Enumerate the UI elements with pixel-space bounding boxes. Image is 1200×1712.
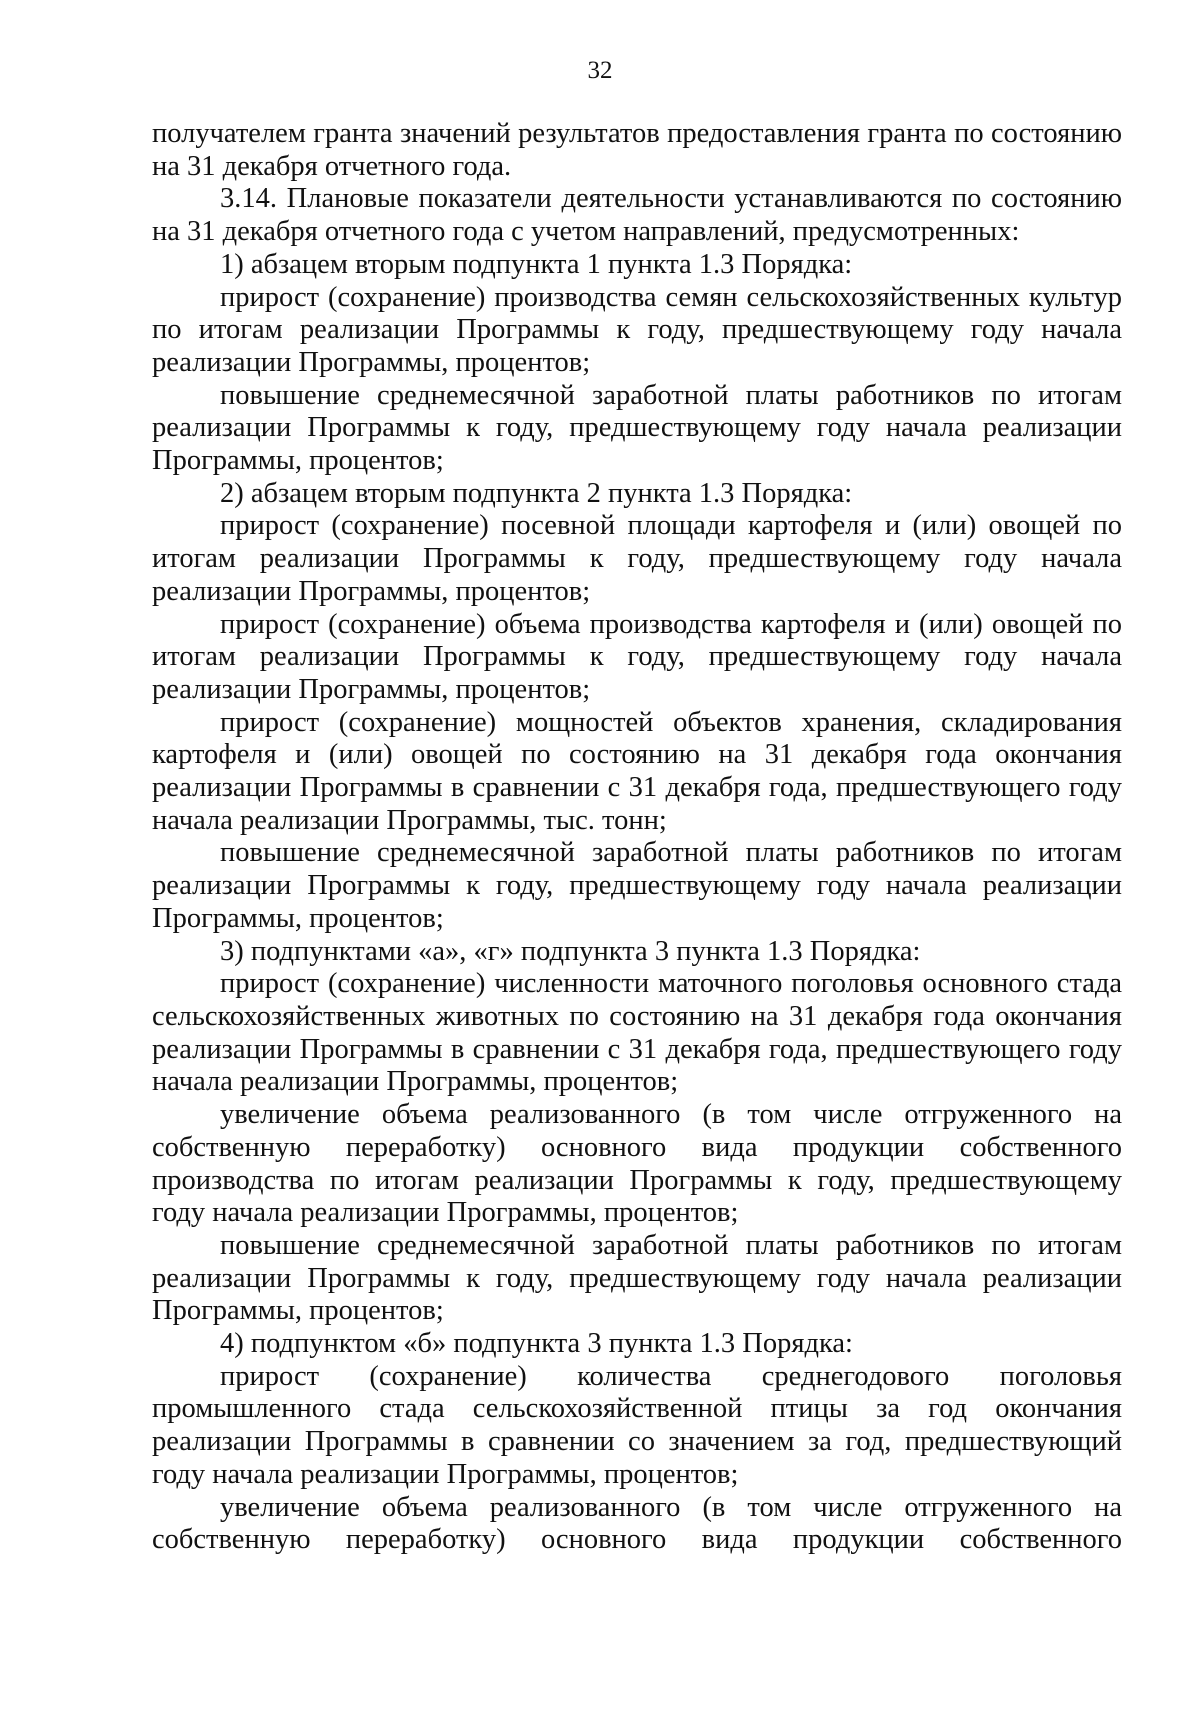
paragraph-6: 2) абзацем вторым подпункта 2 пункта 1.3 Порядка:: [220, 477, 853, 509]
paragraph-17: увеличение объема реализованного (в том числе отгруженного на собственную переработку) основного вида продукции собственного: [152, 1491, 1122, 1556]
paragraph-15: 4) подпунктом «б» подпункта 3 пункта 1.3 Порядка:: [220, 1328, 853, 1360]
paragraph-9: прирост (сохранение) мощностей объектов хранения, складирования картофеля и (или) овощей по состоянию на 31 декабря года окончания реализации Программы в сравнении с 31 декабря года, предшествующего году начала реализации Программы, тыс. тонн;: [152, 706, 1122, 836]
paragraph-5: повышение среднемесячной заработной платы работников по итогам реализации Программы к году, предшествующему году начала реализации Программы, процентов;: [152, 379, 1122, 477]
paragraph-12: прирост (сохранение) численности маточного поголовья основного стада сельскохозяйственных животных по состоянию на 31 декабря года окончания реализации Программы в сравнении с 31 декабря года, предшествующего году начала реализации Программы, процентов;: [152, 968, 1122, 1098]
paragraph-1: получателем гранта значений результатов предоставления гранта по состоянию на 31 декабря отчетного года.: [152, 118, 1122, 182]
paragraph-8: прирост (сохранение) объема производства картофеля и (или) овощей по итогам реализации Программы к году, предшествующему году начала реализации Программы, процентов;: [152, 608, 1122, 705]
page-number: 32: [587, 57, 613, 84]
paragraph-7: прирост (сохранение) посевной площади картофеля и (или) овощей по итогам реализации Программы к году, предшествующему году начала реализации Программы, процентов;: [152, 510, 1122, 607]
paragraph-4: прирост (сохранение) производства семян сельскохозяйственных культур по итогам реализации Программы к году, предшествующему году начала реализации Программы, процентов;: [152, 281, 1122, 378]
document-body: [152, 118, 1122, 1557]
paragraph-16: прирост (сохранение) количества среднегодового поголовья промышленного стада сельскохозяйственной птицы за год окончания реализации Программы в сравнении со значением за год, предшествующий году начала реализации Программы, процентов;: [152, 1360, 1122, 1490]
paragraph-10: повышение среднемесячной заработной платы работников по итогам реализации Программы к году, предшествующему году начала реализации Программы, процентов;: [152, 837, 1122, 934]
paragraph-13: увеличение объема реализованного (в том числе отгруженного на собственную переработку) основного вида продукции собственного производства по итогам реализации Программы к году, предшествующему году начала реализации Программы, процентов;: [152, 1099, 1122, 1229]
paragraph-14: повышение среднемесячной заработной платы работников по итогам реализации Программы к году, предшествующему году начала реализации Программы, процентов;: [152, 1229, 1122, 1327]
paragraph-2: 3.14. Плановые показатели деятельности устанавливаются по состоянию на 31 декабря отчетного года с учетом направлений, предусмотренных:: [152, 183, 1122, 248]
paragraph-3: 1) абзацем вторым подпункта 1 пункта 1.3 Порядка:: [220, 248, 853, 280]
paragraph-11: 3) подпунктами «а», «г» подпункта 3 пункта 1.3 Порядка:: [220, 935, 921, 967]
